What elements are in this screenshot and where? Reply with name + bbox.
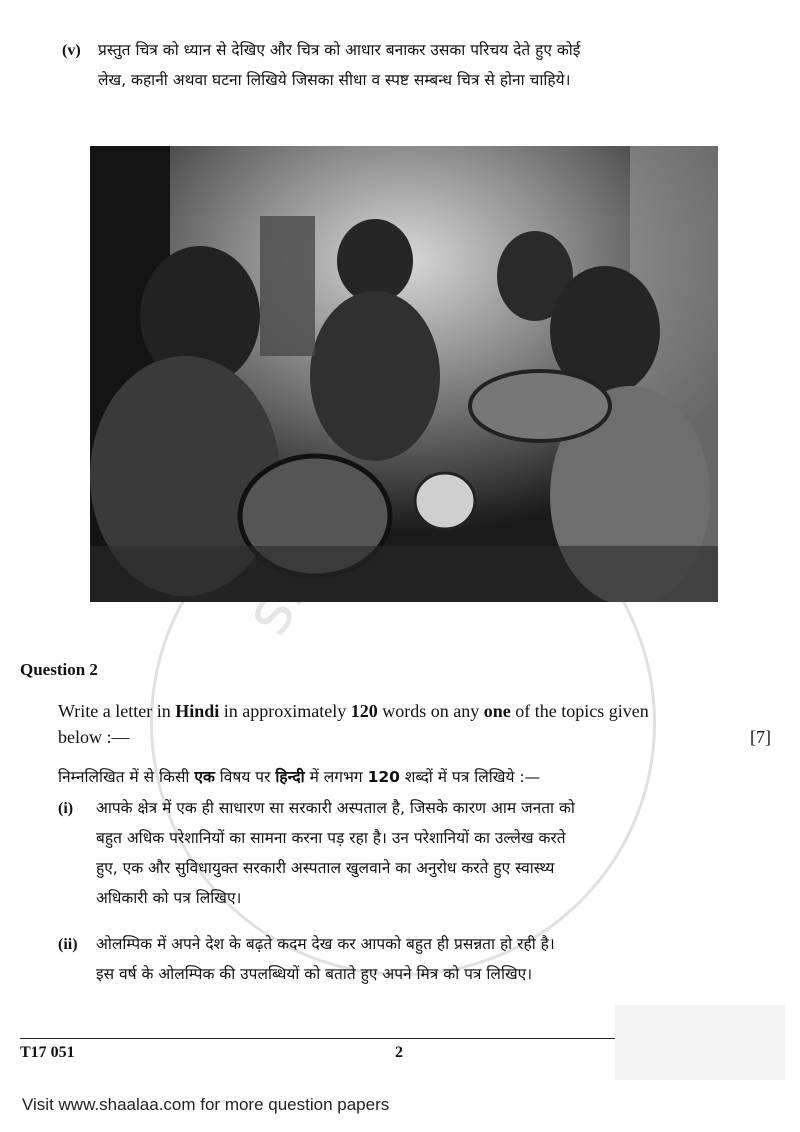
en-text-3: words on any bbox=[377, 701, 484, 721]
hi-text-3: में लगभग bbox=[304, 768, 368, 786]
footer-grey-box bbox=[615, 1005, 785, 1080]
page-number: 2 bbox=[395, 1044, 403, 1061]
item-i-number: (i) bbox=[58, 800, 74, 817]
hi-bold-hindi: हिन्दी bbox=[275, 768, 305, 786]
hi-text-2: विषय पर bbox=[214, 768, 276, 786]
item-i-line-3: हुए, एक और सुविधायुक्त सरकारी अस्पताल खुलवाने का अनुरोध करते हुए स्वास्थ्य bbox=[96, 859, 555, 877]
en-text-4: of the topics given bbox=[510, 701, 649, 721]
hi-bold-ek: एक bbox=[194, 768, 215, 786]
en-text-2: in approximately bbox=[219, 701, 351, 721]
question-photograph bbox=[90, 146, 718, 602]
item-i-line-1: आपके क्षेत्र में एक ही साधारण सा सरकारी अस्पताल है, जिसके कारण आम जनता को bbox=[96, 799, 575, 817]
en-bold-hindi: Hindi bbox=[175, 701, 220, 721]
item-ii-number: (ii) bbox=[58, 936, 78, 953]
photograph-illustration bbox=[90, 146, 718, 602]
item-v-line-2: लेख, कहानी अथवा घटना लिखिये जिसका सीधा व स्पष्ट सम्बन्ध चित्र से होना चाहिये। bbox=[98, 71, 571, 89]
item-v-number: (v) bbox=[62, 42, 81, 59]
q2-english-line-2: below :— bbox=[58, 727, 130, 747]
en-text-1: Write a letter in bbox=[58, 701, 176, 721]
footer-rule bbox=[20, 1038, 615, 1039]
q2-english-line-1 bbox=[58, 698, 718, 724]
hi-text-4: शब्दों में पत्र लिखिये :— bbox=[399, 768, 541, 786]
item-v-text bbox=[98, 35, 718, 95]
item-i-line-4: अधिकारी को पत्र लिखिए। bbox=[96, 889, 242, 907]
item-ii-line-1: ओलम्पिक में अपने देश के बढ़ते कदम देख कर आपको बहुत ही प्रसन्नता हो रही है। bbox=[96, 935, 555, 953]
en-bold-one: one bbox=[483, 701, 511, 721]
item-ii-line-2: इस वर्ष के ओलम्पिक की उपलब्धियों को बताते हुए अपने मित्र को पत्र लिखिए। bbox=[96, 965, 533, 983]
question-2-heading: Question 2 bbox=[20, 660, 98, 679]
hi-bold-120: 120 bbox=[367, 768, 400, 786]
hi-text-1: निम्नलिखित में से किसी bbox=[58, 768, 195, 786]
q2-english-instruction bbox=[58, 698, 718, 750]
item-i-text bbox=[96, 793, 708, 913]
en-bold-120: 120 bbox=[350, 701, 378, 721]
q2-marks: [7] bbox=[750, 727, 771, 747]
q2-hindi-instruction bbox=[58, 762, 718, 792]
visit-website-text[interactable]: Visit www.shaalaa.com for more question papers bbox=[22, 1095, 390, 1114]
item-i-line-2: बहुत अधिक परेशानियों का सामना करना पड़ रहा है। उन परेशानियों का उल्लेख करते bbox=[96, 829, 566, 847]
paper-code: T17 051 bbox=[20, 1044, 75, 1061]
item-ii-text bbox=[96, 929, 708, 989]
item-v-line-1: प्रस्तुत चित्र को ध्यान से देखिए और चित्र को आधार बनाकर उसका परिचय देते हुए कोई bbox=[98, 41, 581, 59]
